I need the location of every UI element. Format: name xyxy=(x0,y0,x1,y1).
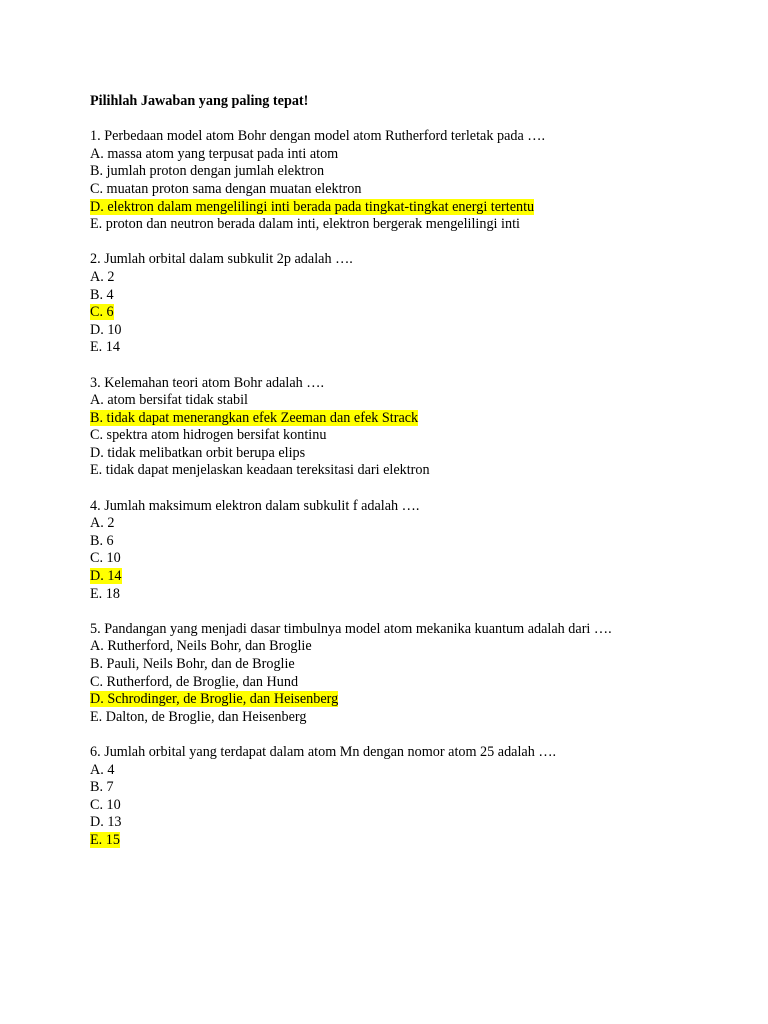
answer-option-text: D. 13 xyxy=(90,814,122,831)
page-title: Pilihlah Jawaban yang paling tepat! xyxy=(90,93,309,109)
question-text: 1. Perbedaan model atom Bohr dengan model atom Rutherford terletak pada …. xyxy=(90,128,546,145)
answer-option-text: A. 4 xyxy=(90,761,115,778)
answer-option-correct xyxy=(90,199,730,217)
answer-option xyxy=(90,445,730,463)
answer-option xyxy=(90,515,730,533)
answer-option-text: D. 14 xyxy=(90,568,122,585)
answer-option-text: C. spektra atom hidrogen bersifat kontinu xyxy=(90,427,327,444)
answer-option xyxy=(90,462,730,480)
answer-option-text: A. Rutherford, Neils Bohr, dan Broglie xyxy=(90,638,312,655)
question-5 xyxy=(90,621,730,727)
answer-option xyxy=(90,709,730,727)
answer-option xyxy=(90,779,730,797)
answer-option xyxy=(90,533,730,551)
answer-option-text: D. 10 xyxy=(90,321,122,338)
answer-option-text: C. 10 xyxy=(90,796,121,813)
document-page xyxy=(90,93,730,867)
answer-option-text: D. Schrodinger, de Broglie, dan Heisenberg xyxy=(90,691,339,708)
answer-option-text: E. 15 xyxy=(90,831,120,848)
answer-option xyxy=(90,287,730,305)
answer-option xyxy=(90,392,730,410)
answer-option-text: B. jumlah proton dengan jumlah elektron xyxy=(90,163,325,180)
answer-option-text: C. Rutherford, de Broglie, dan Hund xyxy=(90,673,299,690)
answer-option-text: A. 2 xyxy=(90,515,115,532)
answer-option-text: E. Dalton, de Broglie, dan Heisenberg xyxy=(90,708,307,725)
question-text: 6. Jumlah orbital yang terdapat dalam atom Mn dengan nomor atom 25 adalah …. xyxy=(90,743,557,760)
answer-option-correct xyxy=(90,304,730,322)
answer-option-text: D. tidak melibatkan orbit berupa elips xyxy=(90,444,306,461)
answer-option xyxy=(90,163,730,181)
answer-option xyxy=(90,814,730,832)
answer-option-text: E. tidak dapat menjelaskan keadaan tereksitasi dari elektron xyxy=(90,462,430,479)
answer-option xyxy=(90,638,730,656)
question-text: 5. Pandangan yang menjadi dasar timbulnya model atom mekanika kuantum adalah dari …. xyxy=(90,620,612,637)
question-3 xyxy=(90,375,730,481)
answer-option-correct xyxy=(90,410,730,428)
question-text: 4. Jumlah maksimum elektron dalam subkulit f adalah …. xyxy=(90,497,420,514)
answer-option-text: B. tidak dapat menerangkan efek Zeeman dan efek Strack xyxy=(90,409,419,426)
answer-option xyxy=(90,146,730,164)
answer-option-text: B. 4 xyxy=(90,286,114,303)
question-list xyxy=(90,128,730,849)
answer-option-text: C. 6 xyxy=(90,304,114,321)
answer-option xyxy=(90,216,730,234)
question-text: 2. Jumlah orbital dalam subkulit 2p adalah …. xyxy=(90,251,353,268)
question-6 xyxy=(90,744,730,850)
answer-option xyxy=(90,550,730,568)
answer-option xyxy=(90,797,730,815)
answer-option-text: B. Pauli, Neils Bohr, dan de Broglie xyxy=(90,656,295,672)
answer-option-text: A. 2 xyxy=(90,268,115,285)
answer-option-correct xyxy=(90,691,730,709)
answer-option-text: B. 6 xyxy=(90,532,114,549)
answer-option-correct xyxy=(90,832,730,850)
answer-option xyxy=(90,322,730,340)
question-text: 3. Kelemahan teori atom Bohr adalah …. xyxy=(90,374,325,391)
question-4 xyxy=(90,498,730,604)
answer-option-text: E. proton dan neutron berada dalam inti, elektron bergerak mengelilingi inti xyxy=(90,216,520,233)
question-1 xyxy=(90,128,730,234)
answer-option-text: C. muatan proton sama dengan muatan elektron xyxy=(90,180,362,197)
answer-option-correct xyxy=(90,568,730,586)
answer-option xyxy=(90,427,730,445)
answer-option-text: B. 7 xyxy=(90,779,114,796)
answer-option xyxy=(90,762,730,780)
answer-option xyxy=(90,674,730,692)
answer-option xyxy=(90,339,730,357)
answer-option-text: E. 18 xyxy=(90,585,120,602)
answer-option-text: E. 14 xyxy=(90,339,120,356)
answer-option-text: A. massa atom yang terpusat pada inti atom xyxy=(90,145,339,162)
question-2 xyxy=(90,251,730,357)
answer-option xyxy=(90,656,730,674)
answer-option-text: C. 10 xyxy=(90,550,121,567)
answer-option xyxy=(90,269,730,287)
answer-option-text: D. elektron dalam mengelilingi inti berada pada tingkat-tingkat energi tertentu xyxy=(90,198,535,215)
answer-option xyxy=(90,586,730,604)
answer-option-text: A. atom bersifat tidak stabil xyxy=(90,392,248,409)
answer-option xyxy=(90,181,730,199)
